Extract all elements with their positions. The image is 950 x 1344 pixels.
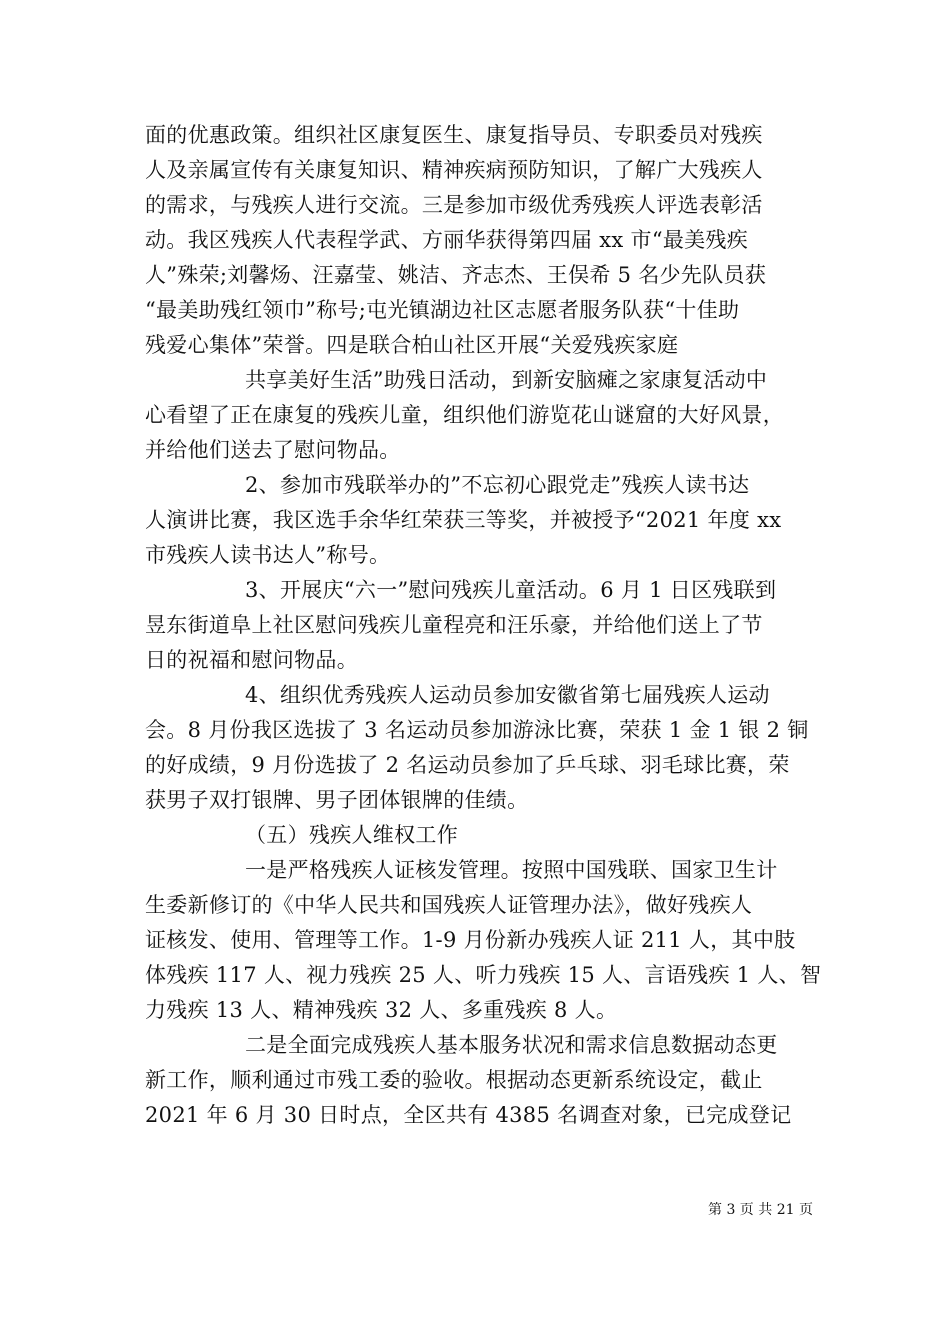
section-heading: （五）残疾人维权工作 [245,823,458,847]
text-line: 昱东街道阜上社区慰问残疾儿童程亮和汪乐豪，并给他们送上了节 [145,613,763,637]
text-line: 生委新修订的《中华人民共和国残疾人证管理办法》，做好残疾人 [145,893,753,917]
text-line: 体残疾 117 人、视力残疾 25 人、听力残疾 15 人、言语残疾 1 人、智 [145,963,822,987]
text-line: 心看望了正在康复的残疾儿童，组织他们游览花山谜窟的大好风景， [145,403,784,427]
text-line: 共享美好生活”助残日活动，到新安脑瘫之家康复活动中 [245,368,768,392]
page-number-footer: 第 3 页 共 21 页 [708,1202,813,1218]
text-line: 证核发、使用、管理等工作。1-9 月份新办残疾人证 211 人，其中肢 [145,928,796,952]
text-line: 的需求，与残疾人进行交流。三是参加市级优秀残疾人评选表彰活 [145,193,763,217]
text-line: 力残疾 13 人、精神残疾 32 人、多重残疾 8 人。 [145,998,618,1022]
text-line: 新工作，顺利通过市残工委的验收。根据动态更新系统设定，截止 [145,1068,763,1092]
text-line: 市残疾人读书达人”称号。 [145,543,391,567]
text-line: 2021 年 6 月 30 日时点，全区共有 4385 名调查对象，已完成登记 [145,1103,792,1127]
text-line: 一是严格残疾人证核发管理。按照中国残联、国家卫生计 [245,858,778,882]
text-line: 日的祝福和慰问物品。 [145,648,358,672]
text-line: 人演讲比赛，我区选手余华红荣获三等奖，并被授予“2021 年度 xx [145,508,782,532]
text-line: 人”殊荣;刘馨炀、汪嘉莹、姚洁、齐志杰、王俣希 5 名少先队员获 [145,263,767,287]
text-line: 面的优惠政策。组织社区康复医生、康复指导员、专职委员对残疾 [145,123,763,147]
text-line: 会。8 月份我区选拔了 3 名运动员参加游泳比赛，荣获 1 金 1 银 2 铜 [145,718,809,742]
document-body [145,118,822,1133]
text-line: 人及亲属宣传有关康复知识、精神疾病预防知识，了解广大残疾人 [145,158,763,182]
text-line: 2、参加市残联举办的”不忘初心跟党走”残疾人读书达 [245,473,750,497]
text-line: 获男子双打银牌、男子团体银牌的佳绩。 [145,788,529,812]
text-line: 4、组织优秀残疾人运动员参加安徽省第七届残疾人运动 [245,683,770,707]
text-line: “最美助残红领巾”称号;屯光镇湖边社区志愿者服务队获“十佳助 [145,298,740,322]
text-line: 动。我区残疾人代表程学武、方丽华获得第四届 xx 市“最美残疾 [145,228,749,252]
text-line: 3、开展庆“六一”慰问残疾儿童活动。6 月 1 日区残联到 [245,578,777,602]
text-line: 并给他们送去了慰问物品。 [145,438,401,462]
text-line: 二是全面完成残疾人基本服务状况和需求信息数据动态更 [245,1033,778,1057]
text-line: 的好成绩，9 月份选拔了 2 名运动员参加了乒乓球、羽毛球比赛，荣 [145,753,790,777]
text-line: 残爱心集体”荣誉。四是联合柏山社区开展“关爱残疾家庭 [145,333,679,357]
